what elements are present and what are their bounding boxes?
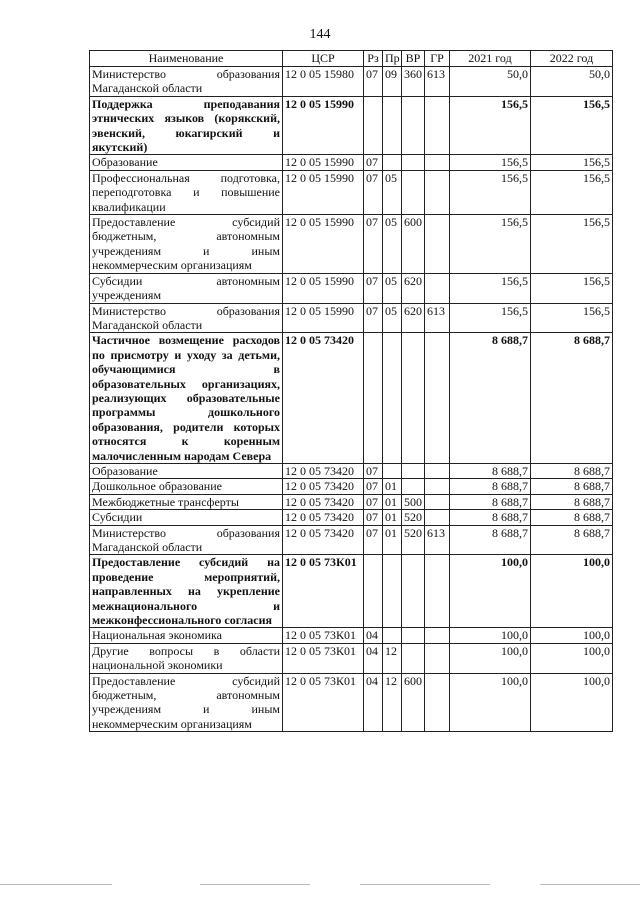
cell-name: Министерство образования Магаданской области bbox=[90, 67, 283, 97]
cell-2022: 8 688,7 bbox=[531, 463, 613, 478]
cell-name: Другие вопросы в области национальной экономики bbox=[90, 643, 283, 673]
header-pr: Пр bbox=[383, 51, 402, 67]
cell-pr bbox=[383, 96, 402, 155]
cell-rz bbox=[364, 96, 383, 155]
cell-2022: 156,5 bbox=[531, 273, 613, 303]
table-row bbox=[90, 510, 613, 525]
cell-2021: 100,0 bbox=[450, 643, 531, 673]
header-2022: 2022 год bbox=[531, 51, 613, 67]
cell-pr bbox=[383, 628, 402, 643]
cell-rz: 07 bbox=[364, 67, 383, 97]
cell-csr: 12 0 05 73К01 bbox=[283, 643, 364, 673]
cell-name: Субсидии автономным учреждениям bbox=[90, 273, 283, 303]
cell-2021: 8 688,7 bbox=[450, 333, 531, 464]
cell-2022: 8 688,7 bbox=[531, 479, 613, 494]
cell-2022: 156,5 bbox=[531, 303, 613, 333]
cell-rz: 07 bbox=[364, 170, 383, 214]
cell-gr bbox=[425, 628, 450, 643]
header-csr: ЦСР bbox=[283, 51, 364, 67]
cell-rz: 07 bbox=[364, 155, 383, 170]
cell-rz: 04 bbox=[364, 628, 383, 643]
table-row bbox=[90, 155, 613, 170]
cell-name: Предоставление субсидий бюджетным, автономным учреждениям и иным некоммерческим организациям bbox=[90, 673, 283, 732]
cell-name: Национальная экономика bbox=[90, 628, 283, 643]
cell-vr: 600 bbox=[402, 673, 425, 732]
cell-rz: 07 bbox=[364, 525, 383, 555]
cell-vr: 620 bbox=[402, 303, 425, 333]
cell-2022: 156,5 bbox=[531, 96, 613, 155]
cell-csr: 12 0 05 15990 bbox=[283, 273, 364, 303]
cell-gr: 613 bbox=[425, 303, 450, 333]
cell-csr: 12 0 05 15990 bbox=[283, 215, 364, 274]
cell-2021: 156,5 bbox=[450, 170, 531, 214]
cell-2021: 50,0 bbox=[450, 67, 531, 97]
cell-rz: 07 bbox=[364, 215, 383, 274]
cell-vr: 600 bbox=[402, 215, 425, 274]
cell-vr bbox=[402, 170, 425, 214]
cell-gr bbox=[425, 96, 450, 155]
budget-table bbox=[89, 50, 613, 732]
cell-vr: 620 bbox=[402, 273, 425, 303]
cell-pr: 05 bbox=[383, 303, 402, 333]
cell-rz: 07 bbox=[364, 494, 383, 509]
cell-gr: 613 bbox=[425, 525, 450, 555]
cell-2022: 8 688,7 bbox=[531, 333, 613, 464]
cell-2021: 156,5 bbox=[450, 96, 531, 155]
table-row bbox=[90, 67, 613, 97]
cell-2021: 100,0 bbox=[450, 555, 531, 628]
table-row bbox=[90, 525, 613, 555]
cell-vr bbox=[402, 643, 425, 673]
header-2021: 2021 год bbox=[450, 51, 531, 67]
cell-csr: 12 0 05 15990 bbox=[283, 96, 364, 155]
cell-pr: 12 bbox=[383, 673, 402, 732]
table-row bbox=[90, 215, 613, 274]
table-row bbox=[90, 643, 613, 673]
cell-vr bbox=[402, 463, 425, 478]
cell-name: Образование bbox=[90, 463, 283, 478]
cell-name: Образование bbox=[90, 155, 283, 170]
cell-gr bbox=[425, 643, 450, 673]
cell-pr: 01 bbox=[383, 494, 402, 509]
cell-pr: 01 bbox=[383, 525, 402, 555]
header-gr: ГР bbox=[425, 51, 450, 67]
cell-csr: 12 0 05 73К01 bbox=[283, 555, 364, 628]
cell-pr bbox=[383, 555, 402, 628]
cell-rz: 07 bbox=[364, 479, 383, 494]
cell-rz: 07 bbox=[364, 303, 383, 333]
cell-pr bbox=[383, 463, 402, 478]
cell-2022: 100,0 bbox=[531, 555, 613, 628]
cell-name: Поддержка преподавания этнических языков (корякский, эвенский, юкагирский и якутский) bbox=[90, 96, 283, 155]
cell-csr: 12 0 05 73420 bbox=[283, 333, 364, 464]
cell-vr: 360 bbox=[402, 67, 425, 97]
cell-2021: 8 688,7 bbox=[450, 479, 531, 494]
cell-2021: 156,5 bbox=[450, 215, 531, 274]
cell-name: Министерство образования Магаданской области bbox=[90, 525, 283, 555]
table-row bbox=[90, 170, 613, 214]
table-row bbox=[90, 673, 613, 732]
cell-rz: 07 bbox=[364, 273, 383, 303]
cell-2022: 50,0 bbox=[531, 67, 613, 97]
cell-2021: 156,5 bbox=[450, 273, 531, 303]
cell-csr: 12 0 05 73420 bbox=[283, 494, 364, 509]
cell-name: Министерство образования Магаданской области bbox=[90, 303, 283, 333]
cell-vr: 500 bbox=[402, 494, 425, 509]
cell-2021: 8 688,7 bbox=[450, 494, 531, 509]
cell-pr: 12 bbox=[383, 643, 402, 673]
cell-pr bbox=[383, 333, 402, 464]
cell-2021: 100,0 bbox=[450, 673, 531, 732]
cell-gr bbox=[425, 170, 450, 214]
cell-csr: 12 0 05 73К01 bbox=[283, 673, 364, 732]
table-row bbox=[90, 628, 613, 643]
cell-csr: 12 0 05 15990 bbox=[283, 170, 364, 214]
cell-rz: 04 bbox=[364, 643, 383, 673]
table-header-row bbox=[90, 51, 613, 67]
cell-csr: 12 0 05 15990 bbox=[283, 155, 364, 170]
table-row bbox=[90, 333, 613, 464]
cell-csr: 12 0 05 15980 bbox=[283, 67, 364, 97]
cell-vr bbox=[402, 555, 425, 628]
cell-pr: 05 bbox=[383, 273, 402, 303]
cell-2022: 156,5 bbox=[531, 170, 613, 214]
cell-2022: 156,5 bbox=[531, 215, 613, 274]
header-vr: ВР bbox=[402, 51, 425, 67]
cell-2022: 100,0 bbox=[531, 628, 613, 643]
cell-vr: 520 bbox=[402, 525, 425, 555]
cell-pr: 01 bbox=[383, 479, 402, 494]
cell-vr: 520 bbox=[402, 510, 425, 525]
cell-csr: 12 0 05 15990 bbox=[283, 303, 364, 333]
cell-name: Предоставление субсидий бюджетным, автономным учреждениям и иным некоммерческим организациям bbox=[90, 215, 283, 274]
cell-2022: 8 688,7 bbox=[531, 510, 613, 525]
cell-pr bbox=[383, 155, 402, 170]
table-row bbox=[90, 555, 613, 628]
cell-rz bbox=[364, 555, 383, 628]
cell-gr bbox=[425, 555, 450, 628]
cell-2022: 156,5 bbox=[531, 155, 613, 170]
cell-pr: 09 bbox=[383, 67, 402, 97]
cell-name: Межбюджетные трансферты bbox=[90, 494, 283, 509]
cell-rz bbox=[364, 333, 383, 464]
cell-gr bbox=[425, 155, 450, 170]
cell-vr bbox=[402, 479, 425, 494]
table-row bbox=[90, 303, 613, 333]
table-row bbox=[90, 479, 613, 494]
cell-pr: 05 bbox=[383, 215, 402, 274]
cell-2021: 8 688,7 bbox=[450, 463, 531, 478]
header-rz: Рз bbox=[364, 51, 383, 67]
cell-gr bbox=[425, 510, 450, 525]
cell-2022: 100,0 bbox=[531, 673, 613, 732]
cell-name: Субсидии bbox=[90, 510, 283, 525]
cell-gr bbox=[425, 494, 450, 509]
cell-vr bbox=[402, 155, 425, 170]
table-row bbox=[90, 494, 613, 509]
cell-gr bbox=[425, 673, 450, 732]
cell-2021: 8 688,7 bbox=[450, 525, 531, 555]
cell-vr bbox=[402, 96, 425, 155]
cell-gr bbox=[425, 479, 450, 494]
cell-gr bbox=[425, 333, 450, 464]
table-row bbox=[90, 96, 613, 155]
cell-2021: 156,5 bbox=[450, 155, 531, 170]
cell-name: Дошкольное образование bbox=[90, 479, 283, 494]
cell-name: Предоставление субсидий на проведение мероприятий, направленных на укрепление межнационального и межконфессионального согласия bbox=[90, 555, 283, 628]
cell-2021: 100,0 bbox=[450, 628, 531, 643]
cell-name: Профессиональная подготовка, переподготовка и повышение квалификации bbox=[90, 170, 283, 214]
cell-csr: 12 0 05 73420 bbox=[283, 479, 364, 494]
cell-2022: 8 688,7 bbox=[531, 525, 613, 555]
cell-csr: 12 0 05 73420 bbox=[283, 525, 364, 555]
cell-gr bbox=[425, 215, 450, 274]
cell-name: Частичное возмещение расходов по присмотру и уходу за детьми, обучающимися в образовательных организациях, реализующих образовательные программы дошкольного образования, родители которых относятся к коренным малочисленным народам Севера bbox=[90, 333, 283, 464]
page-number: 144 bbox=[309, 27, 331, 42]
cell-gr: 613 bbox=[425, 67, 450, 97]
cell-gr bbox=[425, 273, 450, 303]
cell-rz: 07 bbox=[364, 510, 383, 525]
header-name: Наименование bbox=[90, 51, 283, 67]
table-row bbox=[90, 463, 613, 478]
cell-vr bbox=[402, 333, 425, 464]
cell-vr bbox=[402, 628, 425, 643]
cell-rz: 07 bbox=[364, 463, 383, 478]
cell-rz: 04 bbox=[364, 673, 383, 732]
page-bottom-rule bbox=[0, 884, 640, 885]
cell-2021: 8 688,7 bbox=[450, 510, 531, 525]
cell-2021: 156,5 bbox=[450, 303, 531, 333]
cell-csr: 12 0 05 73420 bbox=[283, 510, 364, 525]
cell-pr: 01 bbox=[383, 510, 402, 525]
table-row bbox=[90, 273, 613, 303]
cell-csr: 12 0 05 73К01 bbox=[283, 628, 364, 643]
cell-2022: 8 688,7 bbox=[531, 494, 613, 509]
cell-csr: 12 0 05 73420 bbox=[283, 463, 364, 478]
cell-2022: 100,0 bbox=[531, 643, 613, 673]
cell-pr: 05 bbox=[383, 170, 402, 214]
cell-gr bbox=[425, 463, 450, 478]
